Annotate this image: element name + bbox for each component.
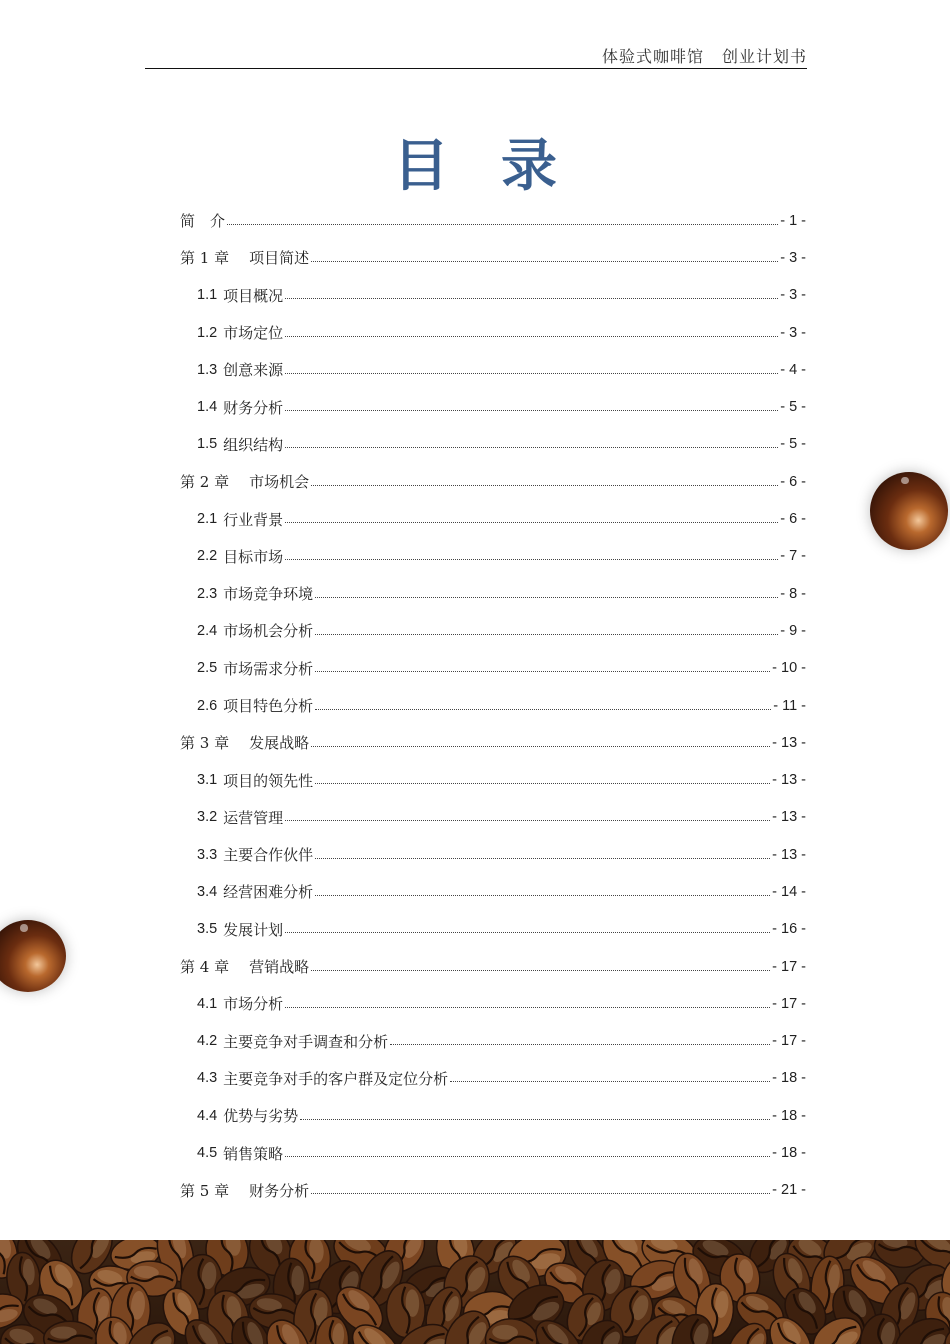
toc-page-number: - 16 - [772, 921, 806, 938]
toc-entry-label: 项目简述 [249, 249, 310, 268]
toc-section-number: 2.4 [197, 622, 218, 639]
toc-section-number: 1.5 [197, 436, 218, 453]
toc-section-number: 2.2 [197, 548, 218, 565]
toc-entry-label: 财务分析 [223, 398, 284, 417]
toc-dot-leader [285, 335, 778, 337]
toc-entry-label: 项目概况 [223, 286, 284, 305]
toc-entry[interactable] [180, 202, 806, 239]
toc-entry-label: 发展计划 [223, 920, 284, 939]
toc-page-number: - 11 - [773, 697, 806, 714]
toc-entry[interactable] [180, 500, 806, 537]
toc-page-number: - 18 - [772, 1070, 806, 1087]
toc-entry[interactable] [180, 277, 806, 314]
toc-entry[interactable] [180, 1023, 806, 1060]
toc-section-number: 2.3 [197, 585, 218, 602]
toc-dot-leader [285, 297, 778, 299]
toc-entry-label: 发展战略 [249, 734, 310, 753]
toc-dot-leader [285, 819, 770, 821]
toc-section-number: 2.5 [197, 660, 218, 677]
toc-dot-leader [300, 1118, 770, 1120]
toc-dot-leader [311, 969, 770, 971]
toc-entry-label: 市场机会分析 [223, 622, 314, 641]
toc-chapter-number: 第 5 章 [180, 1181, 230, 1200]
toc-entry-label: 财务分析 [249, 1181, 310, 1200]
toc-page-number: - 5 - [780, 399, 806, 416]
toc-entry-label: 市场定位 [223, 324, 284, 343]
page-header [145, 44, 807, 69]
toc-entry-label: 运营管理 [223, 808, 284, 827]
toc-dot-leader [450, 1080, 770, 1082]
toc-entry-label: 市场机会 [249, 473, 310, 492]
toc-page-number: - 1 - [780, 212, 806, 229]
toc-dot-leader [311, 745, 770, 747]
toc-section-number: 3.1 [197, 772, 218, 789]
toc-dot-leader [285, 372, 778, 374]
table-of-contents [180, 202, 806, 1209]
toc-section-number: 4.2 [197, 1033, 218, 1050]
toc-entry[interactable] [180, 761, 806, 798]
toc-entry[interactable] [180, 1060, 806, 1097]
toc-entry[interactable] [180, 351, 806, 388]
toc-dot-leader [285, 521, 778, 523]
toc-dot-leader [285, 558, 778, 560]
toc-entry[interactable] [180, 1134, 806, 1171]
toc-entry-label: 市场分析 [223, 995, 284, 1014]
toc-entry[interactable] [180, 314, 806, 351]
toc-page-number: - 18 - [772, 1107, 806, 1124]
toc-entry-label: 经营困难分析 [223, 883, 314, 902]
toc-section-number: 1.2 [197, 324, 218, 341]
toc-dot-leader [311, 260, 778, 262]
toc-entry[interactable] [180, 985, 806, 1022]
toc-dot-leader [311, 484, 778, 486]
toc-page-number: - 18 - [772, 1145, 806, 1162]
toc-page-number: - 5 - [780, 436, 806, 453]
toc-section-number: 3.4 [197, 883, 218, 900]
toc-page-number: - 13 - [772, 734, 806, 751]
toc-section-number: 3.3 [197, 846, 218, 863]
toc-page-number: - 4 - [780, 361, 806, 378]
toc-entry[interactable] [180, 1097, 806, 1134]
coffee-bean-left-decoration [0, 920, 66, 992]
toc-page-number: - 17 - [772, 1033, 806, 1050]
toc-entry-label: 项目的领先性 [223, 771, 314, 790]
toc-entry[interactable] [180, 575, 806, 612]
toc-entry-label: 目标市场 [223, 547, 284, 566]
toc-entry[interactable] [180, 239, 806, 276]
toc-entry-label: 组织结构 [223, 435, 284, 454]
toc-entry[interactable] [180, 426, 806, 463]
toc-entry[interactable] [180, 463, 806, 500]
toc-entry[interactable] [180, 687, 806, 724]
toc-dot-leader [285, 446, 778, 448]
toc-page-number: - 8 - [780, 585, 806, 602]
toc-entry[interactable] [180, 724, 806, 761]
toc-entry-label: 营销战略 [249, 958, 310, 977]
toc-section-number: 3.2 [197, 809, 218, 826]
coffee-beans-illustration [0, 1240, 950, 1344]
toc-dot-leader [285, 409, 778, 411]
toc-page-number: - 14 - [772, 883, 806, 900]
toc-entry-label: 简 介 [180, 212, 226, 231]
toc-dot-leader [315, 857, 770, 859]
toc-entry[interactable] [180, 911, 806, 948]
toc-dot-leader [311, 1192, 770, 1194]
toc-entry-label: 主要合作伙伴 [223, 846, 314, 865]
toc-dot-leader [315, 708, 771, 710]
header-right-text: 创业计划书 [721, 47, 807, 66]
toc-dot-leader [315, 633, 778, 635]
toc-section-number: 1.4 [197, 399, 218, 416]
toc-chapter-number: 第 2 章 [180, 473, 230, 492]
toc-entry[interactable] [180, 1172, 806, 1209]
toc-page-number: - 9 - [780, 622, 806, 639]
toc-page-number: - 7 - [780, 548, 806, 565]
toc-chapter-number: 第 1 章 [180, 249, 230, 268]
toc-entry[interactable] [180, 612, 806, 649]
coffee-bean-right-decoration [870, 472, 948, 550]
toc-entry[interactable] [180, 388, 806, 425]
toc-entry-label: 市场需求分析 [223, 659, 314, 678]
coffee-beans-footer-image [0, 1240, 950, 1344]
toc-entry-label: 创意来源 [223, 361, 284, 380]
toc-section-number: 1.1 [197, 287, 218, 304]
toc-dot-leader [285, 1006, 770, 1008]
toc-page-number: - 13 - [772, 809, 806, 826]
toc-entry[interactable] [180, 873, 806, 910]
toc-entry-label: 行业背景 [223, 510, 284, 529]
toc-page-number: - 10 - [772, 660, 806, 677]
toc-entry-label: 销售策略 [223, 1144, 284, 1163]
toc-page-number: - 6 - [780, 473, 806, 490]
toc-dot-leader [285, 931, 770, 933]
toc-entry[interactable] [180, 948, 806, 985]
toc-entry[interactable] [180, 799, 806, 836]
toc-title-char-1: 目 [393, 133, 449, 199]
toc-dot-leader [285, 1155, 770, 1157]
toc-page-number: - 17 - [772, 995, 806, 1012]
toc-page-number: - 13 - [772, 846, 806, 863]
toc-dot-leader [315, 596, 778, 598]
toc-section-number: 2.6 [197, 697, 218, 714]
toc-entry-label: 主要竞争对手的客户群及定位分析 [223, 1069, 449, 1088]
toc-entry[interactable] [180, 650, 806, 687]
toc-chapter-number: 第 3 章 [180, 734, 230, 753]
toc-dot-leader [390, 1043, 770, 1045]
toc-title [0, 122, 950, 202]
toc-entry[interactable] [180, 538, 806, 575]
toc-chapter-number: 第 4 章 [180, 958, 230, 977]
toc-page-number: - 17 - [772, 958, 806, 975]
header-left-text: 体验式咖啡馆 [601, 47, 704, 66]
toc-dot-leader [315, 670, 770, 672]
toc-section-number: 4.4 [197, 1107, 218, 1124]
toc-section-number: 4.1 [197, 995, 218, 1012]
toc-entry-label: 项目特色分析 [223, 697, 314, 715]
toc-entry[interactable] [180, 836, 806, 873]
toc-entry-label: 优势与劣势 [223, 1107, 299, 1126]
toc-page-number: - 3 - [780, 249, 806, 266]
toc-entry-label: 主要竞争对手调查和分析 [223, 1032, 389, 1051]
toc-dot-leader [227, 223, 778, 225]
toc-page-number: - 13 - [772, 772, 806, 789]
toc-dot-leader [315, 782, 770, 784]
toc-section-number: 1.3 [197, 361, 218, 378]
toc-section-number: 3.5 [197, 921, 218, 938]
toc-page-number: - 6 - [780, 511, 806, 528]
toc-page-number: - 3 - [780, 324, 806, 341]
toc-dot-leader [315, 894, 770, 896]
toc-entry-label: 市场竞争环境 [223, 585, 314, 604]
toc-title-char-2: 录 [501, 133, 557, 199]
toc-section-number: 2.1 [197, 511, 218, 528]
toc-section-number: 4.3 [197, 1070, 218, 1087]
toc-page-number: - 21 - [772, 1182, 806, 1199]
toc-page-number: - 3 - [780, 287, 806, 304]
toc-section-number: 4.5 [197, 1145, 218, 1162]
